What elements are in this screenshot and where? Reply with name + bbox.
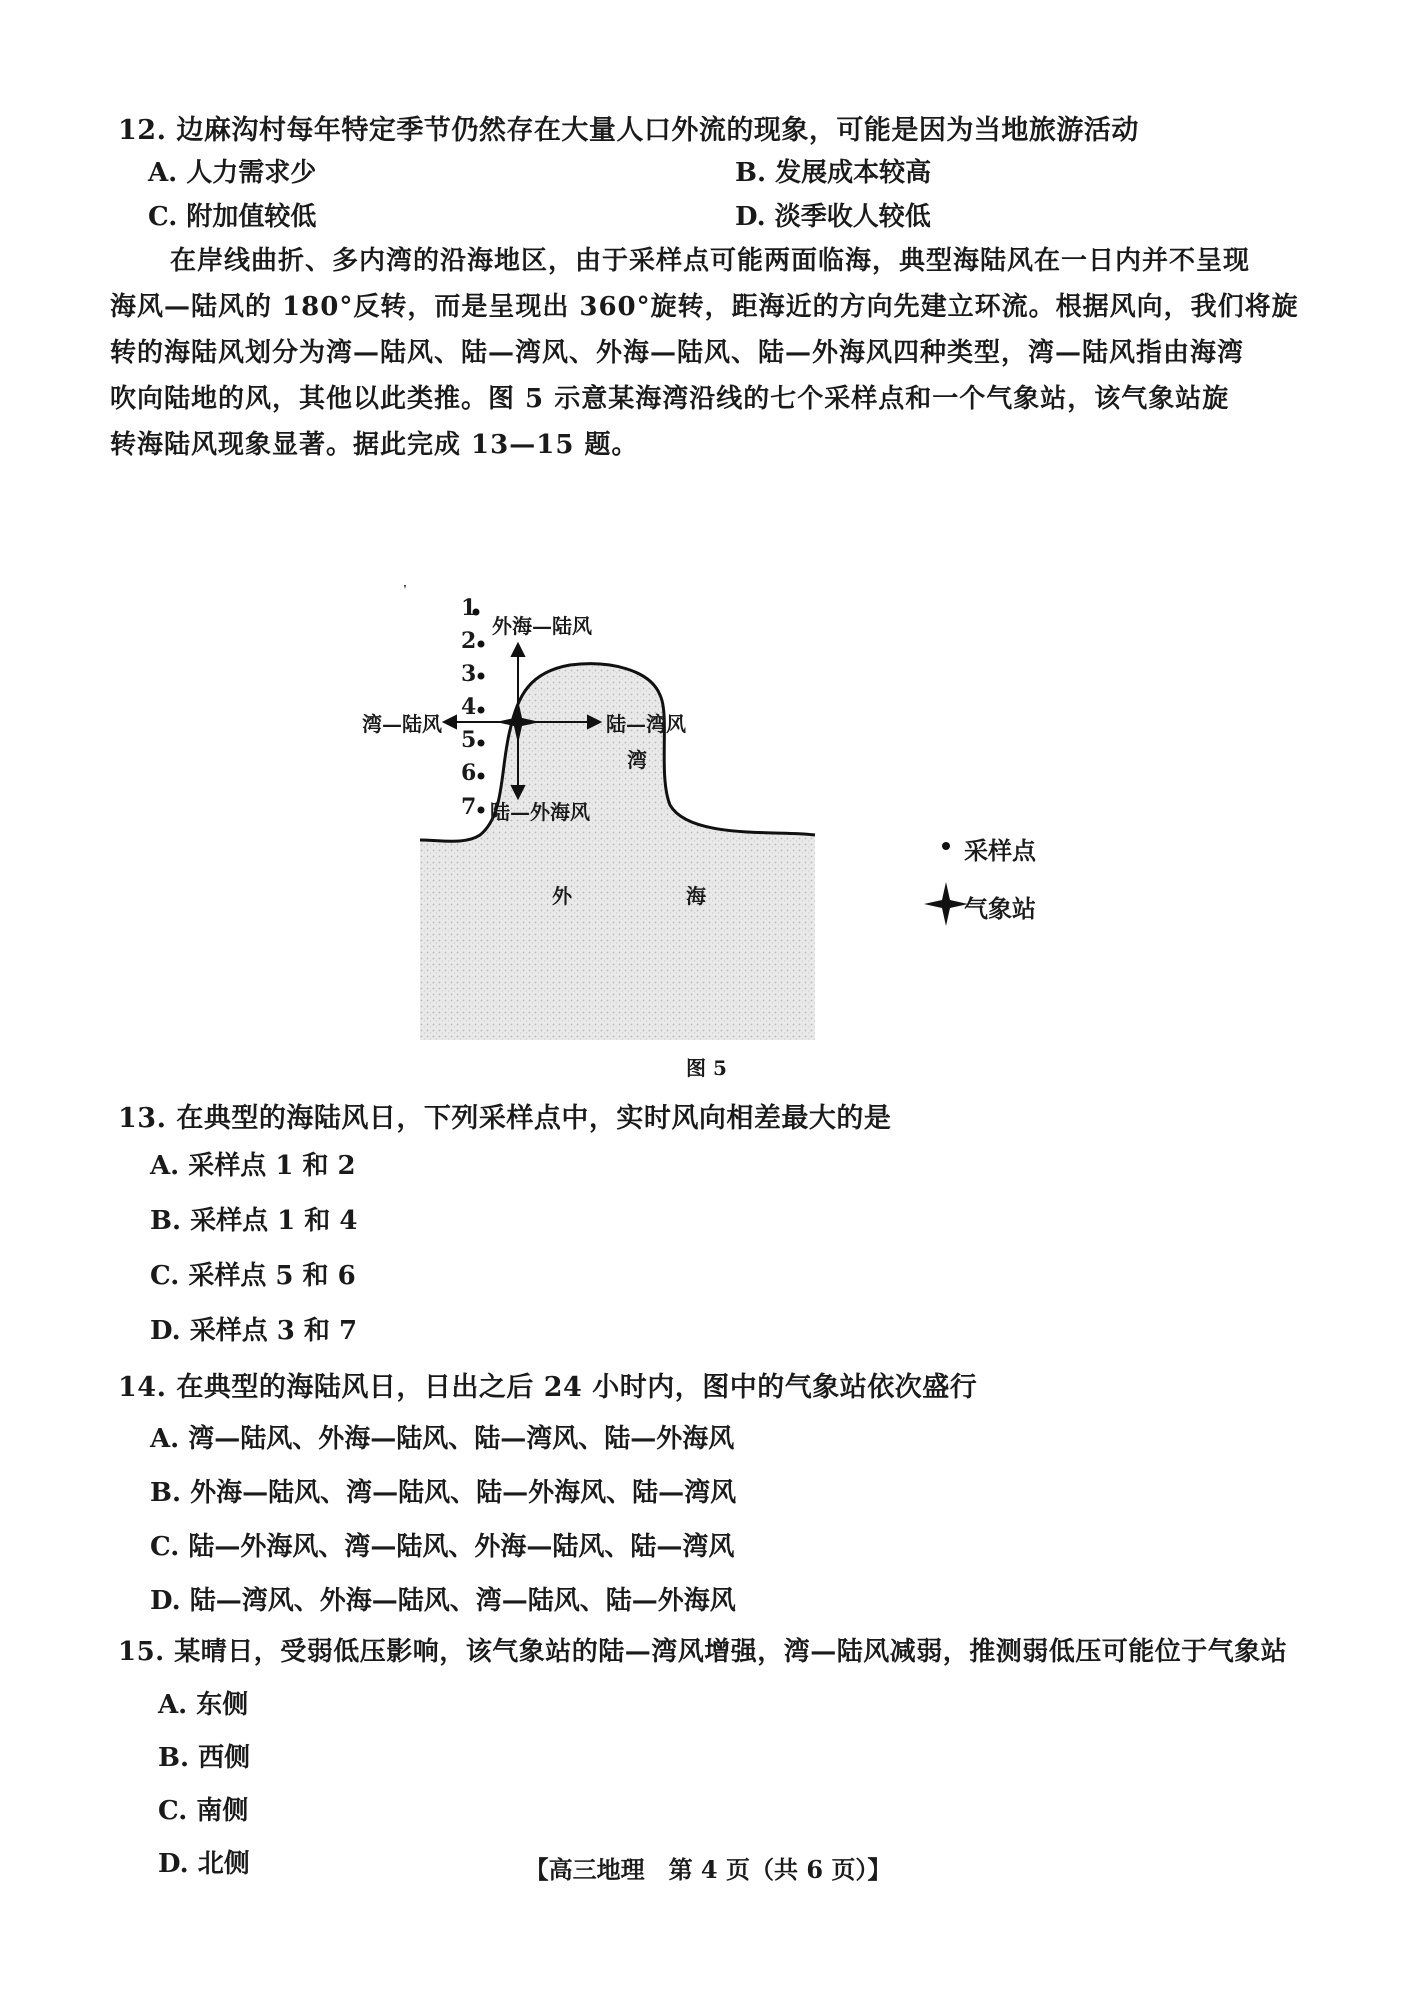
q15-option-a: A. 东侧 <box>158 1690 249 1720</box>
label-offshore-to-land: 外海—陆风 <box>492 614 592 638</box>
sample-dot-7 <box>478 807 485 814</box>
label-outer-sea-2: 海 <box>686 884 706 908</box>
label-bay-to-land: 湾—陆风 <box>362 712 442 736</box>
point-label-7: 7 <box>461 794 477 820</box>
legend-sample-point: 采样点 <box>964 836 1036 865</box>
q15-stem: 15. 某晴日，受弱低压影响，该气象站的陆—湾风增强，湾—陆风减弱，推测弱低压可能位于气象站 <box>118 1637 1288 1667</box>
label-bay: 湾 <box>627 748 647 772</box>
sample-dot-2 <box>478 641 485 648</box>
passage-line-4: 吹向陆地的风，其他以此类推。图 5 示意某海湾沿线的七个采样点和一个气象站，该气象站旋 <box>110 384 1230 414</box>
q12-option-b: B. 发展成本较高 <box>735 158 932 188</box>
legend-dot-icon <box>942 842 950 850</box>
arrow-up-icon <box>512 644 524 656</box>
q14-option-a: A. 湾—陆风、外海—陆风、陆—湾风、陆—外海风 <box>150 1424 735 1454</box>
point-label-2: 2 <box>461 628 477 654</box>
arrow-left-icon <box>444 716 456 728</box>
legend-star-icon <box>924 882 968 926</box>
figure-caption: 图 5 <box>686 1056 727 1080</box>
weather-station-star-icon <box>496 700 540 744</box>
q13-option-b: B. 采样点 1 和 4 <box>150 1206 358 1236</box>
q15-option-c: C. 南侧 <box>158 1796 249 1826</box>
q12-option-c: C. 附加值较低 <box>148 202 317 232</box>
sample-dot-4 <box>478 707 485 714</box>
q13-option-a: A. 采样点 1 和 2 <box>150 1151 356 1181</box>
legend-weather-station: 气象站 <box>964 894 1036 923</box>
q14-option-b: B. 外海—陆风、湾—陆风、陆—外海风、陆—湾风 <box>150 1478 737 1508</box>
passage-line-1: 在岸线曲折、多内湾的沿海地区，由于采样点可能两面临海，典型海陆风在一日内并不呈现 <box>170 246 1251 276</box>
q14-option-d: D. 陆—湾风、外海—陆风、湾—陆风、陆—外海风 <box>150 1586 736 1616</box>
q15-option-d: D. 北侧 <box>158 1849 250 1879</box>
point-label-5: 5 <box>461 727 477 753</box>
passage-line-3: 转的海陆风划分为湾—陆风、陆—湾风、外海—陆风、陆—外海风四种类型，湾—陆风指由海湾 <box>110 338 1245 368</box>
passage-line-2: 海风—陆风的 180°反转，而是呈现出 360°旋转，距海近的方向先建立环流。根据风向，我们将旋 <box>110 292 1299 322</box>
q13-option-d: D. 采样点 3 和 7 <box>150 1316 358 1346</box>
label-land-to-offshore: 陆—外海风 <box>490 800 590 824</box>
point-label-4: 4 <box>461 694 477 720</box>
q12-option-a: A. 人力需求少 <box>148 158 317 188</box>
point-label-6: 6 <box>461 760 477 786</box>
label-land-to-bay: 陆—湾风 <box>606 712 686 736</box>
passage-line-5: 转海陆风现象显著。据此完成 13—15 题。 <box>110 430 639 460</box>
q14-stem: 14. 在典型的海陆风日，日出之后 24 小时内，图中的气象站依次盛行 <box>118 1372 978 1403</box>
q13-option-c: C. 采样点 5 和 6 <box>150 1261 356 1291</box>
sample-dot-6 <box>478 773 485 780</box>
label-outer-sea-1: 外 <box>552 884 572 908</box>
sample-dot-3 <box>478 673 485 680</box>
q12-stem: 12. 边麻沟村每年特定季节仍然存在大量人口外流的现象，可能是因为当地旅游活动 <box>118 115 1139 146</box>
q14-option-c: C. 陆—外海风、湾—陆风、外海—陆风、陆—湾风 <box>150 1532 735 1562</box>
point-label-1: 1 <box>461 595 477 621</box>
page-footer: 【高三地理 第 4 页（共 6 页）】 <box>524 1855 892 1884</box>
point-label-3: 3 <box>461 661 477 687</box>
q15-option-b: B. 西侧 <box>158 1743 251 1773</box>
sample-dot-5 <box>478 740 485 747</box>
q12-option-d: D. 淡季收人较低 <box>735 202 931 232</box>
q13-stem: 13. 在典型的海陆风日，下列采样点中，实时风向相差最大的是 <box>118 1103 892 1134</box>
arrow-right-icon <box>588 716 600 728</box>
